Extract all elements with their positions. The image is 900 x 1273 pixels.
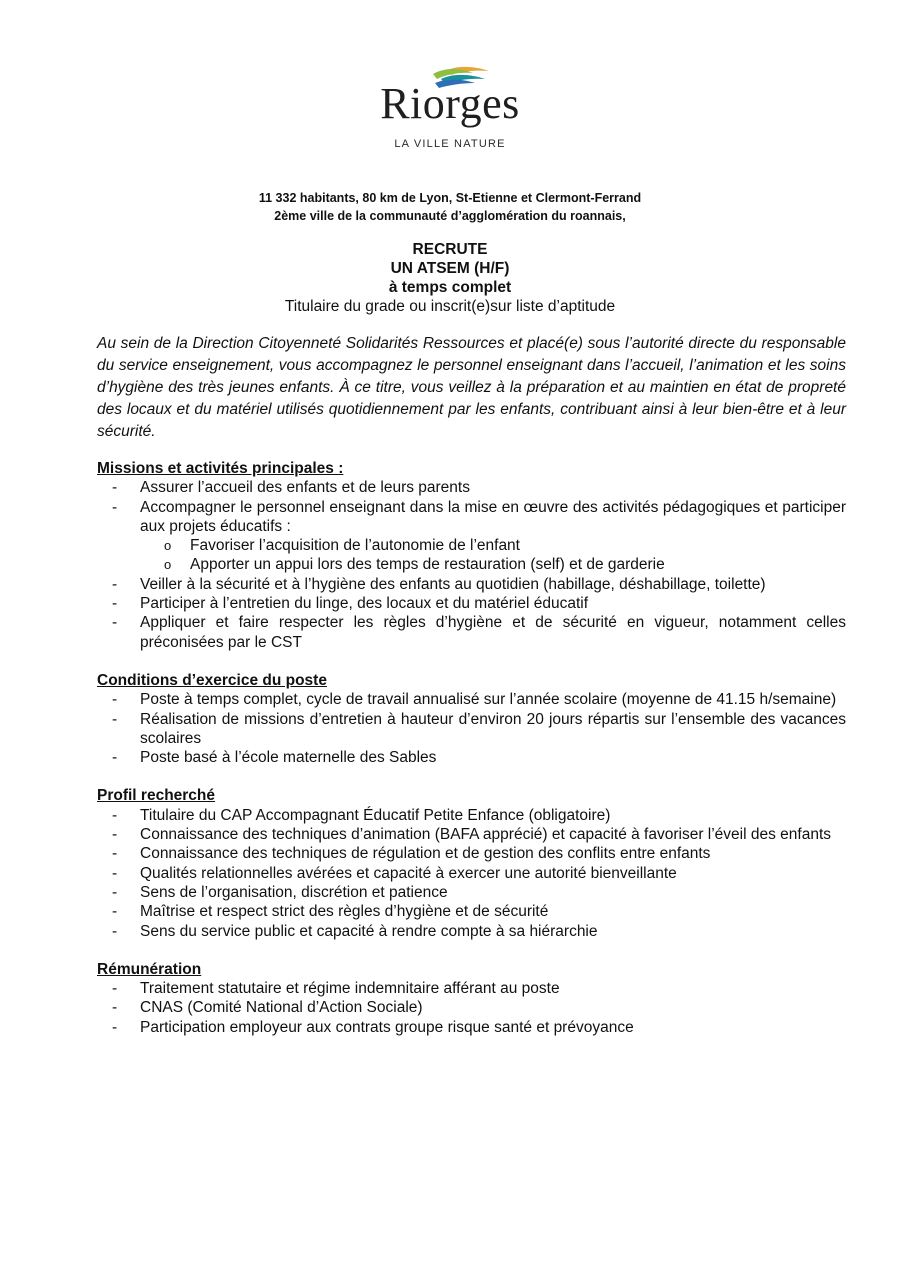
list-item: - Participer à l’entretien du linge, des locaux et du matériel éducatif	[112, 595, 589, 613]
list-item: - Réalisation de missions d’entretien à hauteur d’environ 20 jours répartis sur l’ensemble des vacances scolaires	[112, 710, 846, 747]
list-item: - Assurer l’accueil des enfants et de leurs parents	[112, 479, 470, 497]
dash-bullet: -	[112, 479, 118, 497]
intro-line-2: 2ème ville de la communauté d’agglomération du roannais,	[274, 209, 626, 223]
list-item: - Accompagner le personnel enseignant dans la mise en œuvre des activités pédagogiques et participer aux projets éducatifs : o Favoriser l’acquisition de l’autonomie de l’enfant o Apporter un appui lors des temps de restauration (self) et de garderie	[112, 498, 846, 574]
logo-tagline: LA VILLE NATURE	[394, 138, 506, 150]
list-item: - Poste à temps complet, cycle de travail annualisé sur l’année scolaire (moyenne de 41.15 h/semaine)	[112, 691, 837, 709]
list-item: - Traitement statutaire et régime indemnitaire afférant au poste	[112, 980, 560, 998]
remuneration-title: Rémunération	[97, 960, 202, 978]
dash-bullet: -	[112, 883, 118, 901]
dash-bullet: -	[112, 614, 118, 632]
list-item: - CNAS (Comité National d’Action Sociale)	[112, 999, 423, 1017]
conditions-list	[97, 690, 846, 767]
logo-name: Riorges	[380, 79, 520, 128]
job-description: Au sein de la Direction Citoyenneté Solidarités Ressources et placé(e) sous l’autorité directe du responsable du service enseignement, vous accompagnez le personnel enseignant dans l’accueil, l’animation et les soins d’hygiène des très jeunes enfants. À ce titre, vous veillez à la préparation et au maintien en état de propreté des locaux et du matériel utilisés quotidiennement par les enfants, contribuant ainsi à leur bien-être et à leur sécurité.	[97, 335, 846, 440]
dash-bullet: -	[112, 806, 118, 824]
dash-bullet: -	[112, 575, 118, 593]
circle-bullet: o	[164, 557, 172, 573]
dash-bullet: -	[112, 826, 118, 844]
dash-bullet: -	[112, 845, 118, 863]
dash-bullet: -	[112, 1018, 118, 1036]
list-item: - Veiller à la sécurité et à l’hygiène des enfants au quotidien (habillage, déshabillage, toilette)	[112, 575, 766, 593]
list-item: - Sens de l’organisation, discrétion et patience	[112, 883, 448, 901]
profil-title: Profil recherché	[97, 787, 216, 805]
list-item: - Connaissance des techniques de régulation et de gestion des conflits entre enfants	[112, 845, 711, 863]
intro-line-1: 11 332 habitants, 80 km de Lyon, St-Etienne et Clermont-Ferrand	[258, 191, 642, 205]
dash-bullet: -	[112, 710, 118, 728]
job-title-block	[0, 240, 900, 316]
list-item: - Maîtrise et respect strict des règles d’hygiène et de sécurité	[112, 903, 549, 921]
intro-block	[0, 189, 900, 225]
profil-list	[97, 806, 846, 941]
dash-bullet: -	[112, 922, 118, 940]
missions-title: Missions et activités principales :	[97, 460, 344, 477]
list-item: - Participation employeur aux contrats groupe risque santé et prévoyance	[112, 1018, 634, 1036]
list-item: - Titulaire du CAP Accompagnant Éducatif Petite Enfance (obligatoire)	[112, 806, 611, 824]
dash-bullet: -	[112, 980, 118, 998]
remuneration-list	[97, 979, 846, 1037]
dash-bullet: -	[112, 864, 118, 882]
dash-bullet: -	[112, 595, 118, 613]
circle-bullet: o	[164, 538, 172, 554]
job-status: Titulaire du grade ou inscrit(e)sur liste d’aptitude	[284, 298, 616, 315]
dash-bullet: -	[112, 999, 118, 1017]
list-item: - Sens du service public et capacité à rendre compte à sa hiérarchie	[112, 922, 598, 940]
list-item: - Poste basé à l’école maternelle des Sables	[112, 749, 437, 767]
dash-bullet: -	[112, 903, 118, 921]
missions-sub-list	[140, 536, 846, 575]
riorges-logo	[0, 62, 900, 150]
sub-list-item: o Apporter un appui lors des temps de restauration (self) et de garderie	[164, 556, 665, 574]
missions-list	[97, 478, 846, 652]
dash-bullet: -	[112, 691, 118, 709]
job-title: UN ATSEM (H/F)	[390, 260, 510, 277]
list-item: - Appliquer et faire respecter les règles d’hygiène et de sécurité en vigueur, notamment celles préconisées par le CST	[112, 614, 846, 651]
dash-bullet: -	[112, 498, 118, 516]
sub-list-item: o Favoriser l’acquisition de l’autonomie de l’enfant	[164, 537, 520, 555]
recrute-heading: RECRUTE	[412, 241, 488, 258]
main-content	[97, 333, 846, 1056]
conditions-title: Conditions d’exercice du poste	[97, 671, 327, 689]
list-item: - Connaissance des techniques d’animation (BAFA apprécié) et capacité à favoriser l’éveil des enfants	[112, 826, 832, 844]
list-item: - Qualités relationnelles avérées et capacité à exercer une autorité bienveillante	[112, 864, 677, 882]
job-time: à temps complet	[388, 279, 512, 296]
dash-bullet: -	[112, 749, 118, 767]
